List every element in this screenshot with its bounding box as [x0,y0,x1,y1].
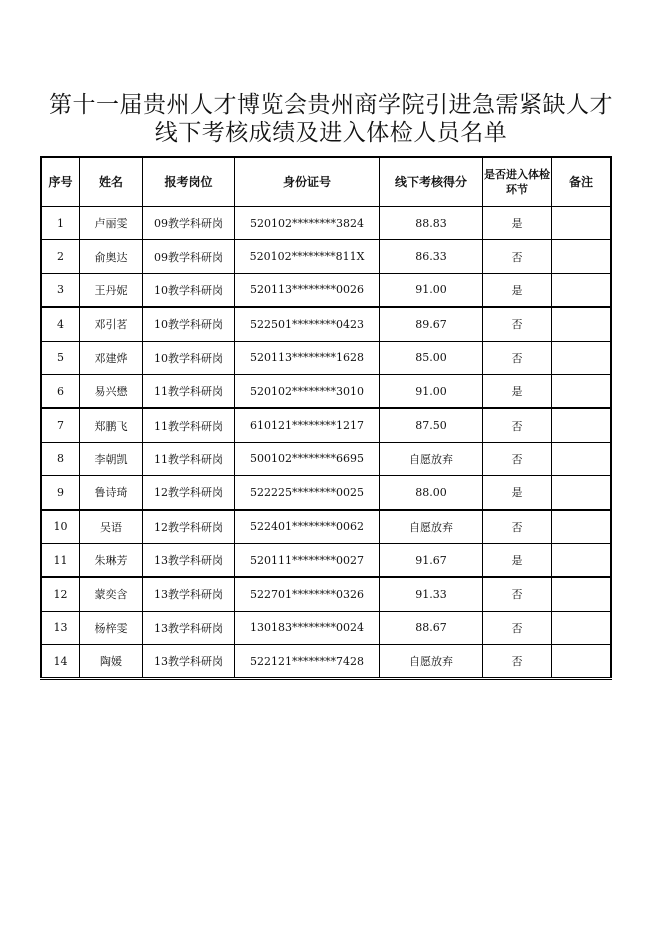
cell-name: 蒙奕含 [80,577,143,611]
cell-position: 13教学科研岗 [143,577,235,611]
cell-name: 郑鹏飞 [80,408,143,442]
cell-id-number: 520111********0027 [235,543,380,577]
cell-remarks [552,645,612,679]
cell-physical-exam: 否 [483,611,552,644]
cell-index: 3 [41,273,80,307]
cell-remarks [552,374,612,408]
cell-score: 91.67 [380,543,483,577]
cell-index: 13 [41,611,80,644]
cell-index: 7 [41,408,80,442]
cell-id-number: 520113********0026 [235,273,380,307]
cell-index: 10 [41,510,80,544]
cell-position: 13教学科研岗 [143,611,235,644]
cell-score: 89.67 [380,307,483,341]
cell-physical-exam: 否 [483,240,552,273]
cell-position: 09教学科研岗 [143,207,235,240]
results-table [40,156,612,680]
cell-name: 鲁诗琦 [80,476,143,510]
table-row [41,442,611,475]
cell-name: 卢丽雯 [80,207,143,240]
cell-physical-exam: 否 [483,307,552,341]
cell-score: 87.50 [380,408,483,442]
cell-id-number: 520102********3010 [235,374,380,408]
cell-score: 86.33 [380,240,483,273]
cell-remarks [552,408,612,442]
cell-index: 9 [41,476,80,510]
cell-score: 自愿放弃 [380,442,483,475]
cell-name: 李朝凯 [80,442,143,475]
cell-remarks [552,207,612,240]
cell-position: 10教学科研岗 [143,341,235,374]
header-col-physical-exam: 是否进入体检环节 [483,157,552,207]
cell-name: 吴语 [80,510,143,544]
cell-index: 6 [41,374,80,408]
cell-score: 91.33 [380,577,483,611]
header-col-id-number: 身份证号 [235,157,380,207]
cell-index: 1 [41,207,80,240]
cell-name: 杨梓雯 [80,611,143,644]
header-col-position: 报考岗位 [143,157,235,207]
table-row [41,510,611,544]
cell-score: 85.00 [380,341,483,374]
cell-id-number: 522501********0423 [235,307,380,341]
cell-remarks [552,611,612,644]
document-title-line1: 第十一届贵州人才博览会贵州商学院引进急需紧缺人才 [49,92,613,118]
document-title-line2: 线下考核成绩及进入体检人员名单 [154,120,508,146]
table-row [41,207,611,240]
cell-position: 12教学科研岗 [143,476,235,510]
cell-name: 王丹妮 [80,273,143,307]
cell-name: 邓引茗 [80,307,143,341]
cell-position: 12教学科研岗 [143,510,235,544]
cell-id-number: 500102********6695 [235,442,380,475]
cell-remarks [552,442,612,475]
table-row [41,645,611,679]
cell-index: 5 [41,341,80,374]
cell-name: 朱琳芳 [80,543,143,577]
cell-id-number: 520102********811X [235,240,380,273]
cell-remarks [552,341,612,374]
cell-id-number: 130183********0024 [235,611,380,644]
cell-index: 14 [41,645,80,679]
cell-index: 2 [41,240,80,273]
table-row [41,273,611,307]
cell-physical-exam: 否 [483,577,552,611]
cell-physical-exam: 否 [483,510,552,544]
cell-remarks [552,240,612,273]
cell-remarks [552,307,612,341]
cell-remarks [552,510,612,544]
table-row [41,476,611,510]
cell-score: 自愿放弃 [380,645,483,679]
cell-physical-exam: 是 [483,273,552,307]
cell-remarks [552,543,612,577]
cell-index: 11 [41,543,80,577]
cell-remarks [552,577,612,611]
cell-position: 13教学科研岗 [143,645,235,679]
cell-score: 88.67 [380,611,483,644]
cell-score: 88.00 [380,476,483,510]
cell-physical-exam: 是 [483,374,552,408]
cell-physical-exam: 否 [483,408,552,442]
cell-id-number: 522701********0326 [235,577,380,611]
table-row [41,577,611,611]
table-row [41,611,611,644]
table-row [41,341,611,374]
cell-id-number: 522225********0025 [235,476,380,510]
cell-score: 88.83 [380,207,483,240]
cell-name: 易兴懋 [80,374,143,408]
cell-index: 4 [41,307,80,341]
cell-position: 09教学科研岗 [143,240,235,273]
cell-position: 10教学科研岗 [143,273,235,307]
cell-id-number: 610121********1217 [235,408,380,442]
header-col-score: 线下考核得分 [380,157,483,207]
header-col-remarks: 备注 [552,157,612,207]
table-row [41,374,611,408]
cell-index: 12 [41,577,80,611]
cell-score: 91.00 [380,273,483,307]
cell-physical-exam: 是 [483,207,552,240]
cell-remarks [552,273,612,307]
table-row [41,240,611,273]
cell-position: 11教学科研岗 [143,408,235,442]
cell-score: 91.00 [380,374,483,408]
cell-id-number: 520113********1628 [235,341,380,374]
table-row [41,543,611,577]
cell-position: 10教学科研岗 [143,307,235,341]
header-col-index: 序号 [41,157,80,207]
cell-position: 11教学科研岗 [143,442,235,475]
cell-position: 13教学科研岗 [143,543,235,577]
cell-id-number: 522401********0062 [235,510,380,544]
table-row [41,307,611,341]
cell-name: 俞奥达 [80,240,143,273]
cell-position: 11教学科研岗 [143,374,235,408]
cell-physical-exam: 是 [483,476,552,510]
cell-physical-exam: 否 [483,645,552,679]
cell-id-number: 520102********3824 [235,207,380,240]
cell-index: 8 [41,442,80,475]
cell-remarks [552,476,612,510]
cell-name: 陶媛 [80,645,143,679]
table-row [41,408,611,442]
header-col-name: 姓名 [80,157,143,207]
cell-physical-exam: 是 [483,543,552,577]
cell-physical-exam: 否 [483,341,552,374]
cell-id-number: 522121********7428 [235,645,380,679]
cell-score: 自愿放弃 [380,510,483,544]
cell-name: 邓建烨 [80,341,143,374]
cell-physical-exam: 否 [483,442,552,475]
